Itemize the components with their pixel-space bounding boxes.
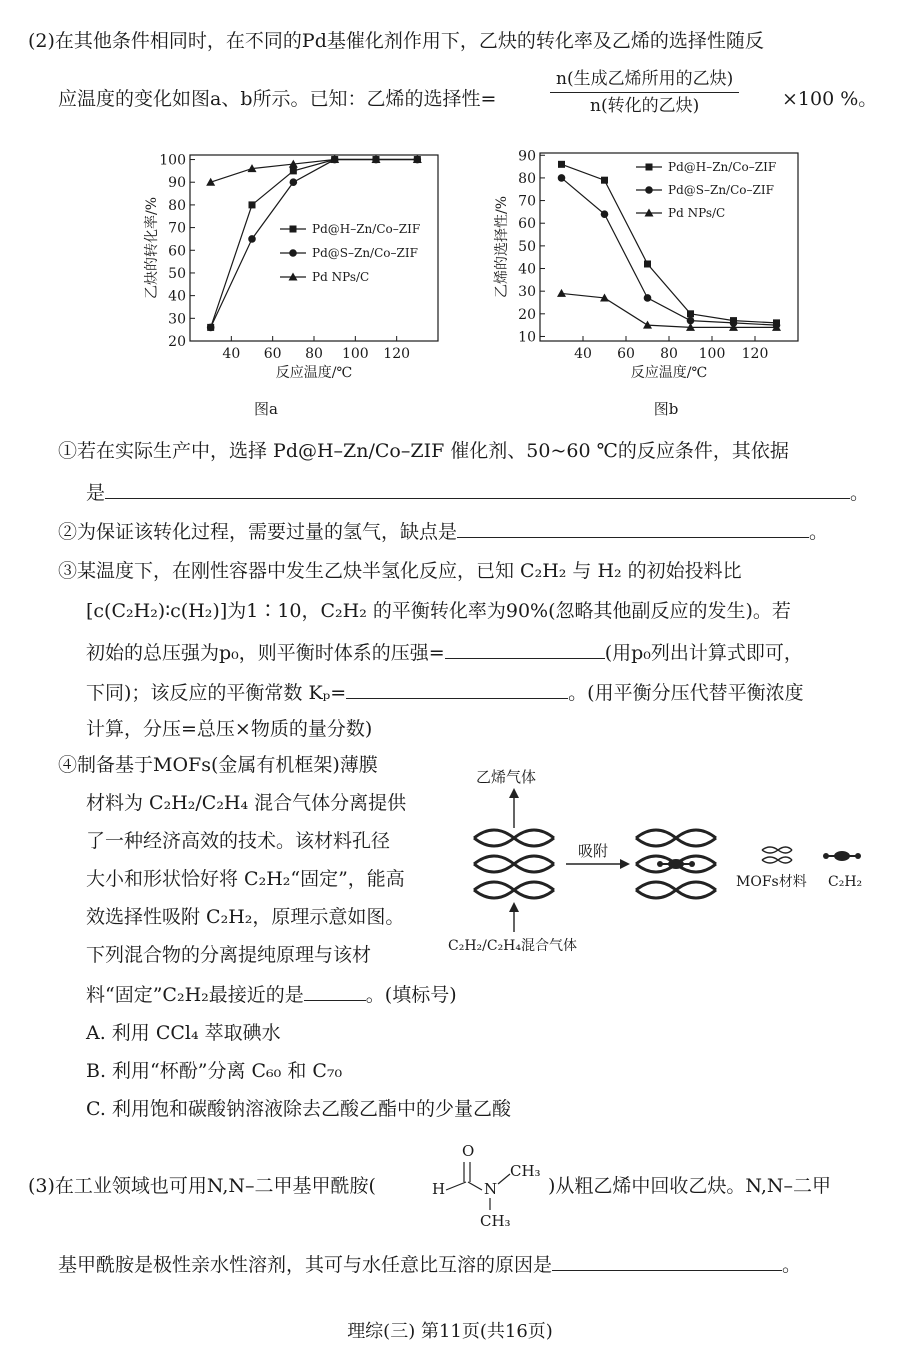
x-tick-label: 60 [263, 346, 282, 362]
mof-legend-icon [762, 847, 792, 863]
data-point [601, 177, 608, 184]
q5-line-2 [58, 1250, 801, 1278]
q4-last-prefix: 料“固定”C₂H₂最接近的是 [86, 984, 304, 1006]
dmf-methyl-1: CH₃ [510, 1162, 541, 1180]
y-tick-label: 30 [518, 284, 536, 301]
y-tick-label: 90 [168, 175, 186, 192]
q1-prefix: 是 [86, 482, 106, 504]
x-axis-label: 反应温度/℃ [275, 365, 353, 381]
data-point [558, 174, 566, 182]
c2h2-legend-label: C₂H₂ [828, 874, 863, 890]
c2h2-legend-icon [823, 851, 861, 861]
x-axis-label: 反应温度/℃ [630, 365, 708, 381]
x-tick-label: 100 [341, 346, 369, 362]
adsorption-arrow-head [620, 859, 630, 869]
legend-marker [646, 164, 653, 171]
q4-option-c: C. 利用饱和碳酸钠溶液除去乙酸乙酯中的少量乙酸 [86, 1098, 511, 1120]
q2-line [58, 517, 828, 545]
q4-option-a: A. 利用 CCl₄ 萃取碘水 [86, 1022, 281, 1044]
y-tick-label: 40 [518, 261, 536, 278]
y-tick-label: 50 [518, 238, 536, 255]
legend-label: Pd NPs/C [312, 270, 370, 284]
intro-line-1: (2)在其他条件相同时，在不同的Pd基催化剂作用下，乙炔的转化率及乙烯的选择性随反 [28, 30, 764, 52]
mof-adsorption-diagram [440, 760, 880, 960]
x-tick-label: 120 [383, 346, 411, 362]
data-point [558, 161, 565, 168]
data-point [644, 260, 651, 267]
chart-a-conversion [120, 145, 450, 385]
q5-end: 。 [782, 1254, 802, 1276]
y-tick-label: 70 [518, 193, 536, 210]
x-tick-label: 60 [617, 346, 635, 362]
y-tick-label: 10 [518, 329, 536, 346]
selectivity-fraction [546, 68, 743, 117]
q3-kp-blank[interactable] [346, 678, 568, 699]
up-arrow-bottom-head [509, 902, 519, 912]
data-point [687, 310, 694, 317]
dmf-oxygen: O [462, 1142, 475, 1160]
y-tick-label: 90 [518, 148, 536, 165]
legend-label: Pd@H–Zn/Co–ZIF [312, 222, 421, 236]
q5-line-2-prefix: 基甲酰胺是极性亲水性溶剂，其可与水任意比互溶的原因是 [58, 1254, 553, 1276]
y-tick-label: 60 [168, 243, 186, 260]
legend-marker [289, 249, 297, 257]
series-line [562, 178, 777, 325]
x-tick-label: 80 [305, 346, 323, 362]
legend-label: Pd@S–Zn/Co–ZIF [668, 183, 774, 197]
q3-line-3-prefix: 初始的总压强为p₀，则平衡时体系的压强= [86, 642, 445, 664]
figure-b-caption: 图b [653, 400, 679, 418]
q4-line-4: 大小和形状恰好将 C₂H₂“固定”，能高 [86, 868, 405, 890]
legend-label: Pd@H–Zn/Co–ZIF [668, 160, 777, 174]
q1-end: 。 [850, 482, 870, 504]
q5-answer-blank[interactable] [552, 1250, 782, 1271]
q3-line-5: 计算，分压=总压×物质的量分数) [86, 718, 373, 740]
y-tick-label: 40 [168, 288, 186, 305]
up-arrow-top-head [509, 788, 519, 798]
y-tick-label: 80 [518, 170, 536, 187]
q4-line-7 [86, 980, 457, 1008]
y-tick-label: 60 [518, 216, 536, 233]
x-tick-label: 40 [222, 346, 241, 362]
x-tick-label: 100 [698, 346, 726, 362]
plot-frame [540, 153, 798, 341]
q2-answer-blank[interactable] [457, 517, 809, 538]
data-point [248, 235, 256, 243]
legend-marker [290, 226, 297, 233]
series-line [211, 160, 421, 328]
dmf-cn-bond [468, 1182, 482, 1190]
data-point [290, 178, 298, 186]
y-axis-label: 乙炔的转化率/% [144, 196, 160, 300]
q1-line-1: ①若在实际生产中，选择 Pd@H–Zn/Co–ZIF 催化剂、50~60 ℃的反应条件，其依据 [58, 440, 789, 462]
legend-label: Pd NPs/C [668, 206, 726, 220]
data-point [644, 294, 652, 302]
series-circle [558, 174, 781, 329]
q4-answer-blank[interactable] [304, 980, 366, 1001]
y-tick-label: 80 [168, 197, 186, 214]
ethylene-gas-label: 乙烯气体 [476, 768, 537, 786]
data-point [290, 167, 297, 174]
y-tick-label: 20 [168, 334, 186, 350]
q4-last-suffix: 。(填标号) [365, 984, 457, 1006]
data-point [207, 324, 215, 332]
x-tick-label: 120 [741, 346, 769, 362]
dmf-methyl-2: CH₃ [480, 1212, 511, 1230]
q3-line-3-suffix: (用p₀列出计算式即可， [604, 642, 803, 664]
intro-line-2-text: 应温度的变化如图a、b所示。已知：乙烯的选择性= [58, 88, 497, 110]
q5-line-1-suffix: )从粗乙烯中回收乙炔。N,N–二甲 [548, 1175, 831, 1197]
q5-line-1-prefix: (3)在工业领域也可用N,N–二甲基甲酰胺( [28, 1175, 376, 1197]
y-axis-label: 乙烯的选择性/% [494, 195, 510, 299]
y-tick-label: 30 [168, 311, 186, 328]
series-line [562, 293, 777, 327]
data-point [557, 289, 566, 297]
q3-line-4-prefix: 下同)；该反应的平衡常数 Kₚ= [86, 682, 347, 704]
q3-pressure-blank[interactable] [445, 638, 605, 659]
dmf-hc-bond [446, 1182, 466, 1190]
mof-lattice-left [474, 830, 554, 898]
q2-prefix: ②为保证该转化过程，需要过量的氢气，缺点是 [58, 521, 458, 543]
q4-line-2: 材料为 C₂H₂/C₂H₄ 混合气体分离提供 [86, 792, 407, 814]
legend-label: Pd@S–Zn/Co–ZIF [312, 246, 418, 260]
captured-c2h2-molecule [657, 859, 695, 869]
q4-line-1: ④制备基于MOFs(金属有机框架)薄膜 [58, 754, 378, 776]
q3-line-1: ③某温度下，在刚性容器中发生乙炔半氢化反应，已知 C₂H₂ 与 H₂ 的初始投料比 [58, 560, 742, 582]
q4-line-5: 效选择性吸附 C₂H₂，原理示意如图。 [86, 906, 405, 928]
q3-line-2: [c(C₂H₂)∶c(H₂)]为1∶10，C₂H₂ 的平衡转化率为90%(忽略其他副反应的发生)。若 [86, 600, 791, 622]
y-tick-label: 20 [518, 306, 536, 323]
q3-line-4 [86, 678, 804, 706]
q3-line-3 [86, 638, 803, 666]
y-tick-label: 100 [159, 152, 186, 169]
x-tick-label: 80 [660, 346, 678, 362]
fraction-denominator: n(转化的乙炔) [590, 96, 700, 116]
legend-marker [645, 186, 653, 194]
fraction-numerator: n(生成乙烯所用的乙炔) [550, 68, 739, 93]
q3-line-4-suffix: 。(用平衡分压代替平衡浓度 [568, 682, 804, 704]
series-square [207, 156, 421, 331]
x-tick-label: 40 [574, 346, 592, 362]
adsorption-label: 吸附 [578, 842, 609, 860]
mof-legend-label: MOFs材料 [736, 874, 807, 890]
fraction-suffix: ×100 %。 [782, 88, 878, 110]
mixed-gas-label: C₂H₂/C₂H₄混合气体 [448, 938, 578, 954]
data-point [643, 321, 652, 329]
q2-end: 。 [809, 521, 829, 543]
dmf-nc-bond-1 [498, 1174, 510, 1184]
figure-a-caption: 图a [254, 400, 278, 418]
intro-line-2 [58, 86, 496, 112]
data-point [249, 201, 256, 208]
dmf-structure [430, 1138, 548, 1230]
q4-line-6: 下列混合物的分离提纯原理与该材 [86, 944, 372, 966]
y-tick-label: 70 [168, 220, 186, 237]
q4-option-b: B. 利用“杯酚”分离 C₆₀ 和 C₇₀ [86, 1060, 343, 1082]
y-tick-label: 50 [168, 265, 186, 282]
q1-line-2 [86, 478, 869, 506]
data-point [601, 210, 609, 218]
dmf-hydrogen: H [432, 1180, 446, 1198]
chart-b-selectivity [488, 145, 808, 385]
dmf-nitrogen: N [484, 1180, 498, 1198]
q4-line-3: 了一种经济高效的技术。该材料孔径 [86, 830, 391, 852]
q1-answer-blank[interactable] [105, 478, 850, 499]
series-line [211, 160, 421, 328]
page-footer: 理综(三) 第11页(共16页) [347, 1321, 553, 1342]
